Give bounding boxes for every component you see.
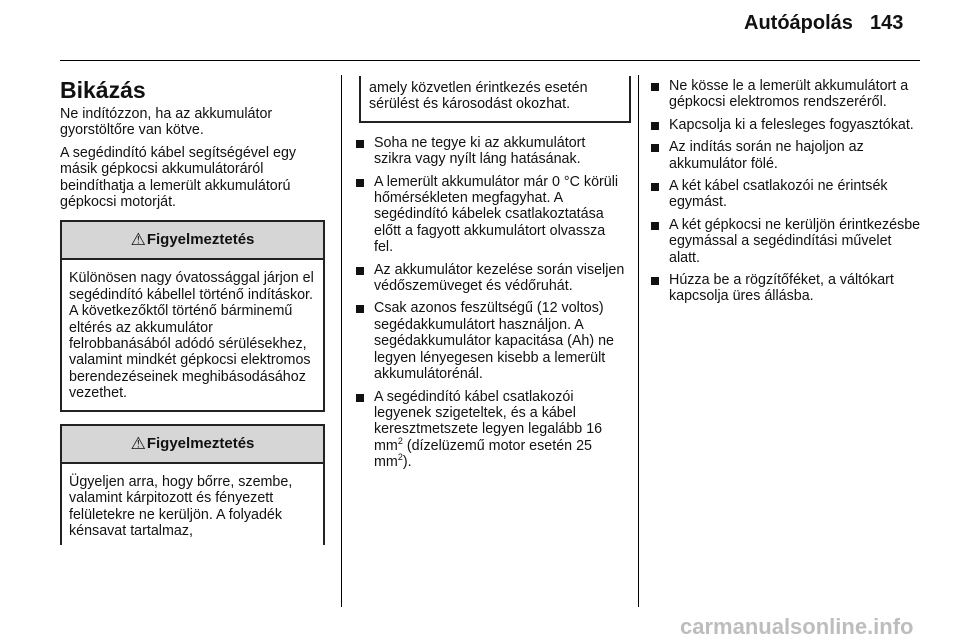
page-header-title: Autóápolás <box>744 12 853 34</box>
list-item: A segédindító kábel csatlakozói legyenek szigeteltek, és a kábel keresztmetszete legyen legalább 16 $mm^2$ (dízelüzemű motor esetén 25 $mm^2$). <box>355 389 625 471</box>
bullet-square-icon <box>651 122 659 130</box>
list-item: Csak azonos feszültségű (12 voltos) segédakkumulátort használjon. A segédakkumulátor kapacitása (Ah) ne legyen lényegesen kisebb a lemerült akkumulátorénál. <box>355 300 625 382</box>
bullet-square-icon <box>356 140 364 148</box>
safety-list <box>355 135 625 471</box>
bullet-square-icon <box>356 394 364 402</box>
column-2 <box>355 76 625 477</box>
warning-title: Figyelmeztetés <box>146 231 255 249</box>
intro-paragraph: A segédindító kábel segítségével egy másik gépkocsi akkumulátoráról beindíthatja a lemerült akkumulátorú gépkocsi motorját. <box>60 144 297 211</box>
bullet-square-icon <box>356 305 364 313</box>
warning-text: Ügyeljen arra, hogy bőrre, szembe, valamint kárpitozott és fényezett felületekre ne kerüljön. A folyadék kénsavat tartalmaz, <box>69 473 293 539</box>
bullet-square-icon <box>356 267 364 275</box>
warning-title: Figyelmeztetés <box>146 434 255 452</box>
column-3 <box>650 78 925 311</box>
warning-text: Különösen nagy óvatossággal járjon el segédindító kábellel történő indításkor. A következőktől történő bárminemű eltérés az akkumulátor felrobbanásából adódó sérülésekhez, valamint mindkét gépkocsi elektromos berendezéseinek meghibásodásához vezethet. <box>69 270 314 402</box>
warning-triangle-icon: ⚠ <box>130 230 146 250</box>
header-rule <box>60 60 920 61</box>
column-divider-right <box>638 75 639 607</box>
watermark: carmanualsonline.info <box>680 614 914 639</box>
intro-paragraph: Ne indítózzon, ha az akkumulátor gyorstöltőre van kötve. <box>60 106 273 139</box>
column-divider-left <box>341 75 342 607</box>
bullet-square-icon <box>651 83 659 91</box>
bullet-square-icon <box>651 183 659 191</box>
section-title: Bikázás <box>60 77 146 103</box>
bullet-square-icon <box>651 144 659 152</box>
warning-box <box>60 220 325 411</box>
list-item: Az indítás során ne hajoljon az akkumulátor fölé. <box>650 139 925 172</box>
warning-triangle-icon: ⚠ <box>130 433 146 453</box>
list-item: Ne kösse le a lemerült akkumulátort a gépkocsi elektromos rendszeréről. <box>650 78 925 111</box>
bullet-square-icon <box>651 277 659 285</box>
list-item: Soha ne tegye ki az akkumulátort szikra vagy nyílt láng hatásának. <box>355 135 625 168</box>
warning-box <box>60 424 325 546</box>
list-item: A lemerült akkumulátor már 0 °C körüli hőmérsékleten megfagyhat. A segédindító kábelek csatlakoztatása előtt a fagyott akkumulátort olvassza fel. <box>355 174 625 256</box>
bullet-square-icon <box>651 222 659 230</box>
column-1 <box>60 76 325 545</box>
page-number: 143 <box>870 12 904 34</box>
list-item: A két kábel csatlakozói ne érintsék egymást. <box>650 178 925 211</box>
list-item: Húzza be a rögzítőféket, a váltókart kapcsolja üres állásba. <box>650 272 925 305</box>
bullet-square-icon <box>356 179 364 187</box>
warning-continuation: amely közvetlen érintkezés esetén sérülést és károsodást okozhat. <box>359 76 631 123</box>
safety-list <box>650 78 925 305</box>
list-item: Az akkumulátor kezelése során viseljen védőszemüveget és védőruhát. <box>355 262 625 295</box>
warning-header <box>62 222 323 260</box>
list-item: A két gépkocsi ne kerüljön érintkezésbe egymással a segédindítási művelet alatt. <box>650 217 925 266</box>
list-item: Kapcsolja ki a felesleges fogyasztókat. <box>650 117 925 133</box>
warning-header <box>62 426 323 464</box>
